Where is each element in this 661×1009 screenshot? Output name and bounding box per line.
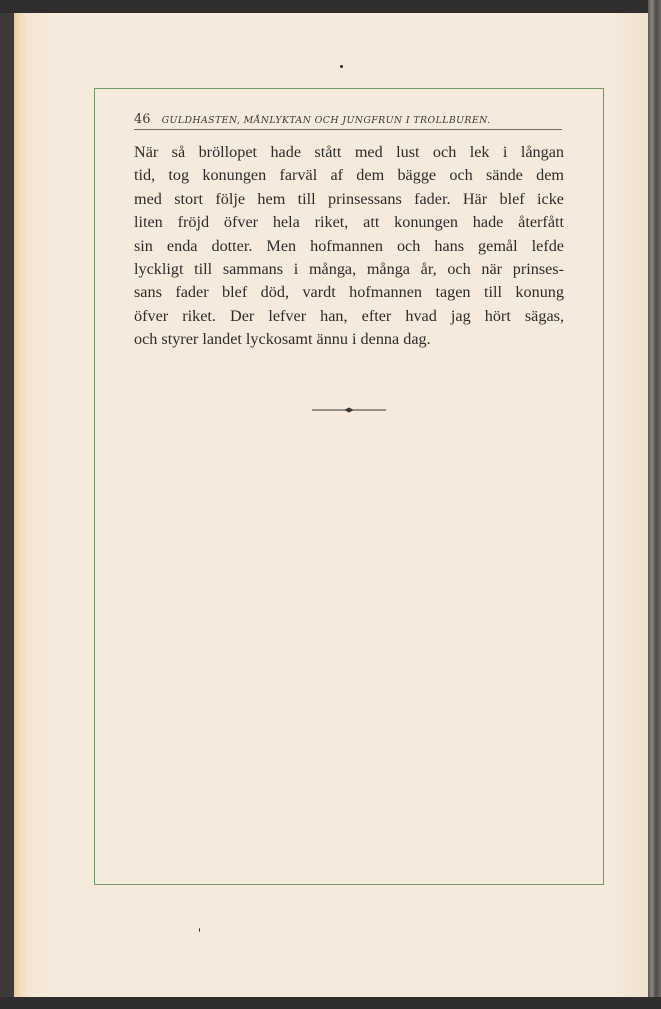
text-line: liten fröjd öfver hela riket, att konungen hade återfått	[134, 213, 564, 232]
text-line: och styrer landet lyckosamt ännu i denna dag.	[134, 330, 431, 349]
text-line: sans fader blef död, vardt hofmannen tagen till konung	[134, 283, 564, 302]
dust-speck	[340, 65, 343, 68]
page-number: 46	[134, 112, 151, 127]
text-line: tid, tog konungen farväl af dem bägge och sände dem	[134, 166, 564, 185]
end-ornament-icon	[310, 405, 388, 415]
scan-bottom-edge	[0, 997, 661, 1009]
header-rule	[134, 129, 562, 130]
running-head	[134, 108, 564, 128]
text-line: När så bröllopet hade stått med lust och lek i långan	[134, 143, 564, 161]
scan-top-edge	[0, 0, 661, 13]
body-text	[134, 141, 564, 352]
text-line: öfver riket. Der lefver han, efter hvad jag hört sägas,	[134, 306, 564, 325]
text-line: med stort följe hem till prinsessans fader. Här blef icke	[134, 189, 564, 208]
book-edge	[648, 0, 661, 1009]
running-title: GULDHASTEN, MÅNLYKTAN OCH JUNGFRUN I TROLLBUREN.	[161, 115, 491, 126]
text-line: sin enda dotter. Men hofmannen och hans gemål lefde	[134, 236, 564, 255]
dust-speck	[199, 928, 200, 932]
text-line: lyckligt till sammans i många, många år, och när prinses-	[134, 259, 564, 278]
